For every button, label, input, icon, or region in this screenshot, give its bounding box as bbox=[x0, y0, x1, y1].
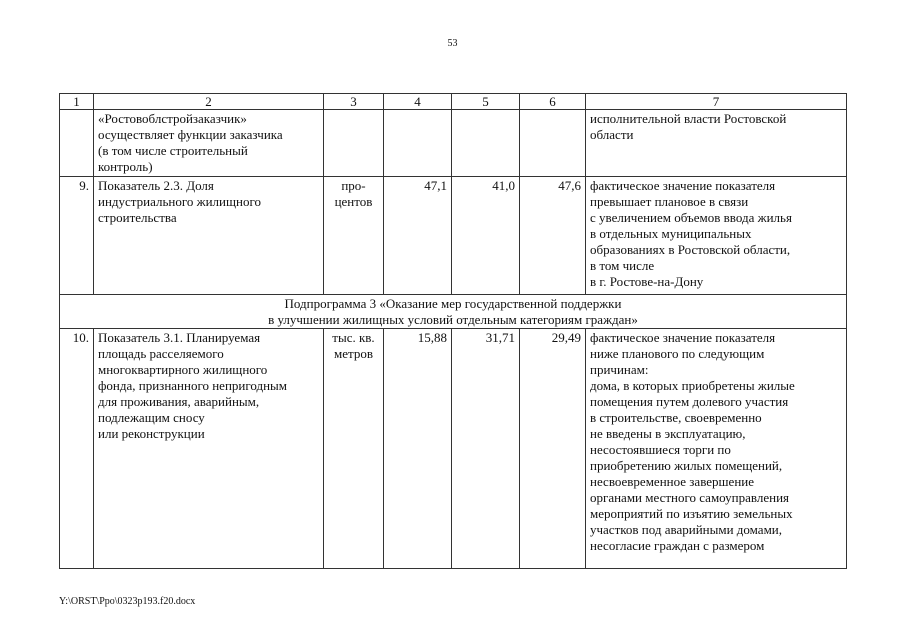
document-path-footer: Y:\ORST\Ppo\0323p193.f20.docx bbox=[59, 596, 196, 607]
subprogram-title-line-1: Подпрограмма 3 «Оказание мер государственной поддержки bbox=[284, 296, 622, 311]
column-header: 3 bbox=[324, 94, 384, 110]
comment-text: фактическое значение показателя ниже планового по следующим причинам: дома, в которых приобретены жилые помещения путем долевого участия в строительстве, своевременно не введены в эксплуатацию, несостоявшиеся торги по приобретению жилых помещений, несвоевременное завершение органами местного самоуправления мероприятий по изъятию земельных участков под аварийными домами, несогласие граждан с размером bbox=[590, 330, 795, 553]
indicator-table-container bbox=[59, 93, 846, 569]
indicator-name-text: Показатель 3.1. Планируемая площадь расселяемого многоквартирного жилищного фонда, признанного непригодным для проживания, аварийным, подлежащим сносу или реконструкции bbox=[98, 330, 288, 441]
value-cell bbox=[384, 110, 452, 177]
table-row bbox=[60, 329, 847, 569]
unit-cell bbox=[324, 110, 384, 177]
indicator-table bbox=[59, 93, 847, 569]
comment-cell bbox=[586, 177, 847, 295]
subprogram-title-cell bbox=[60, 295, 847, 329]
unit-text: тыс. кв. метров bbox=[332, 330, 375, 361]
unit-text: про- центов bbox=[334, 178, 373, 209]
indicator-name-text: «Ростовоблстройзаказчик» осуществляет функции заказчика (в том числе строительный контроль) bbox=[98, 111, 283, 174]
value-cell: 47,6 bbox=[520, 177, 586, 295]
value-cell: 31,71 bbox=[452, 329, 520, 569]
indicator-name-text: Показатель 2.3. Доля индустриального жилищного строительства bbox=[98, 178, 261, 225]
comment-cell bbox=[586, 110, 847, 177]
unit-cell bbox=[324, 177, 384, 295]
indicator-name-cell bbox=[94, 177, 324, 295]
column-header: 6 bbox=[520, 94, 586, 110]
table-header-row bbox=[60, 94, 847, 110]
row-number-cell: 9. bbox=[60, 177, 94, 295]
subprogram-title-line-2: в улучшении жилищных условий отдельным категориям граждан» bbox=[268, 312, 638, 327]
column-header: 1 bbox=[60, 94, 94, 110]
unit-cell bbox=[324, 329, 384, 569]
page-number: 53 bbox=[447, 38, 458, 49]
value-cell bbox=[452, 110, 520, 177]
comment-text: фактическое значение показателя превышает плановое в связи с увеличением объемов ввода жилья в отдельных муниципальных образованиях в Ростовской области, в том числе в г. Ростове-на-Дону bbox=[590, 178, 792, 289]
column-header: 2 bbox=[94, 94, 324, 110]
column-header: 5 bbox=[452, 94, 520, 110]
comment-text: исполнительной власти Ростовской области bbox=[590, 111, 787, 142]
value-cell: 41,0 bbox=[452, 177, 520, 295]
value-cell: 15,88 bbox=[384, 329, 452, 569]
value-cell: 47,1 bbox=[384, 177, 452, 295]
column-header: 7 bbox=[586, 94, 847, 110]
table-row bbox=[60, 177, 847, 295]
comment-cell bbox=[586, 329, 847, 569]
subprogram-section-row bbox=[60, 295, 847, 329]
column-header: 4 bbox=[384, 94, 452, 110]
row-number-cell: 10. bbox=[60, 329, 94, 569]
value-cell bbox=[520, 110, 586, 177]
row-number-cell bbox=[60, 110, 94, 177]
table-row bbox=[60, 110, 847, 177]
value-cell: 29,49 bbox=[520, 329, 586, 569]
indicator-name-cell bbox=[94, 329, 324, 569]
indicator-name-cell bbox=[94, 110, 324, 177]
